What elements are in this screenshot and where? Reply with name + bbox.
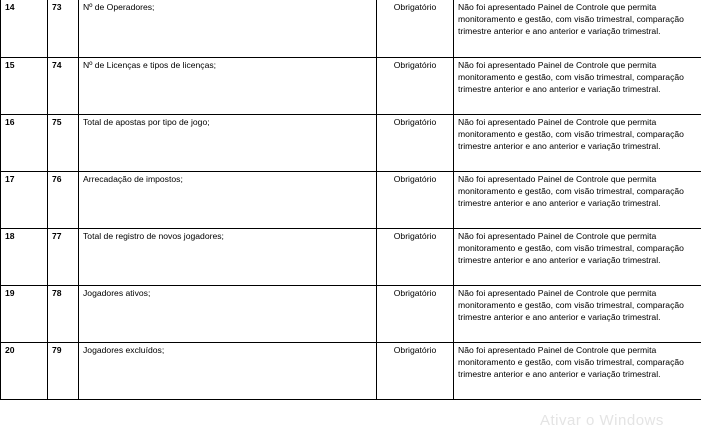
table-row [1, 57, 701, 114]
item-cell: 14 [1, 0, 48, 57]
table-row [1, 171, 701, 228]
table-row [1, 285, 701, 342]
item-cell: 16 [1, 114, 48, 171]
table-row [1, 114, 701, 171]
table-row [1, 0, 701, 57]
table-row [1, 342, 701, 399]
description-cell: Total de registro de novos jogadores; [79, 228, 377, 285]
requirement-number-cell: 78 [48, 285, 79, 342]
status-cell: Obrigatório [377, 0, 454, 57]
requirements-table-body [1, 0, 701, 399]
requirement-number-cell: 75 [48, 114, 79, 171]
status-cell: Obrigatório [377, 57, 454, 114]
description-cell: Nº de Operadores; [79, 0, 377, 57]
item-cell: 18 [1, 228, 48, 285]
observation-cell: Não foi apresentado Painel de Controle que permita monitoramento e gestão, com visão trimestral, comparação trimestre anterior e ano anterior e variação trimestral. [454, 0, 701, 57]
status-cell: Obrigatório [377, 114, 454, 171]
status-cell: Obrigatório [377, 171, 454, 228]
table-row [1, 228, 701, 285]
requirement-number-cell: 77 [48, 228, 79, 285]
observation-cell: Não foi apresentado Painel de Controle que permita monitoramento e gestão, com visão trimestral, comparação trimestre anterior e ano anterior e variação trimestral. [454, 57, 701, 114]
observation-cell: Não foi apresentado Painel de Controle que permita monitoramento e gestão, com visão trimestral, comparação trimestre anterior e ano anterior e variação trimestral. [454, 228, 701, 285]
description-cell: Jogadores ativos; [79, 285, 377, 342]
status-cell: Obrigatório [377, 228, 454, 285]
item-cell: 20 [1, 342, 48, 399]
observation-cell: Não foi apresentado Painel de Controle que permita monitoramento e gestão, com visão trimestral, comparação trimestre anterior e ano anterior e variação trimestral. [454, 171, 701, 228]
status-cell: Obrigatório [377, 342, 454, 399]
item-cell: 17 [1, 171, 48, 228]
description-cell: Arrecadação de impostos; [79, 171, 377, 228]
status-cell: Obrigatório [377, 285, 454, 342]
description-cell: Nº de Licenças e tipos de licenças; [79, 57, 377, 114]
requirement-number-cell: 73 [48, 0, 79, 57]
description-cell: Jogadores excluídos; [79, 342, 377, 399]
requirement-number-cell: 74 [48, 57, 79, 114]
observation-cell: Não foi apresentado Painel de Controle que permita monitoramento e gestão, com visão trimestral, comparação trimestre anterior e ano anterior e variação trimestral. [454, 114, 701, 171]
requirement-number-cell: 79 [48, 342, 79, 399]
item-cell: 19 [1, 285, 48, 342]
description-cell: Total de apostas por tipo de jogo; [79, 114, 377, 171]
requirement-number-cell: 76 [48, 171, 79, 228]
item-cell: 15 [1, 57, 48, 114]
observation-cell: Não foi apresentado Painel de Controle que permita monitoramento e gestão, com visão trimestral, comparação trimestre anterior e ano anterior e variação trimestral. [454, 342, 701, 399]
observation-cell: Não foi apresentado Painel de Controle que permita monitoramento e gestão, com visão trimestral, comparação trimestre anterior e ano anterior e variação trimestral. [454, 285, 701, 342]
activation-watermark: Ativar o Windows [540, 412, 664, 429]
